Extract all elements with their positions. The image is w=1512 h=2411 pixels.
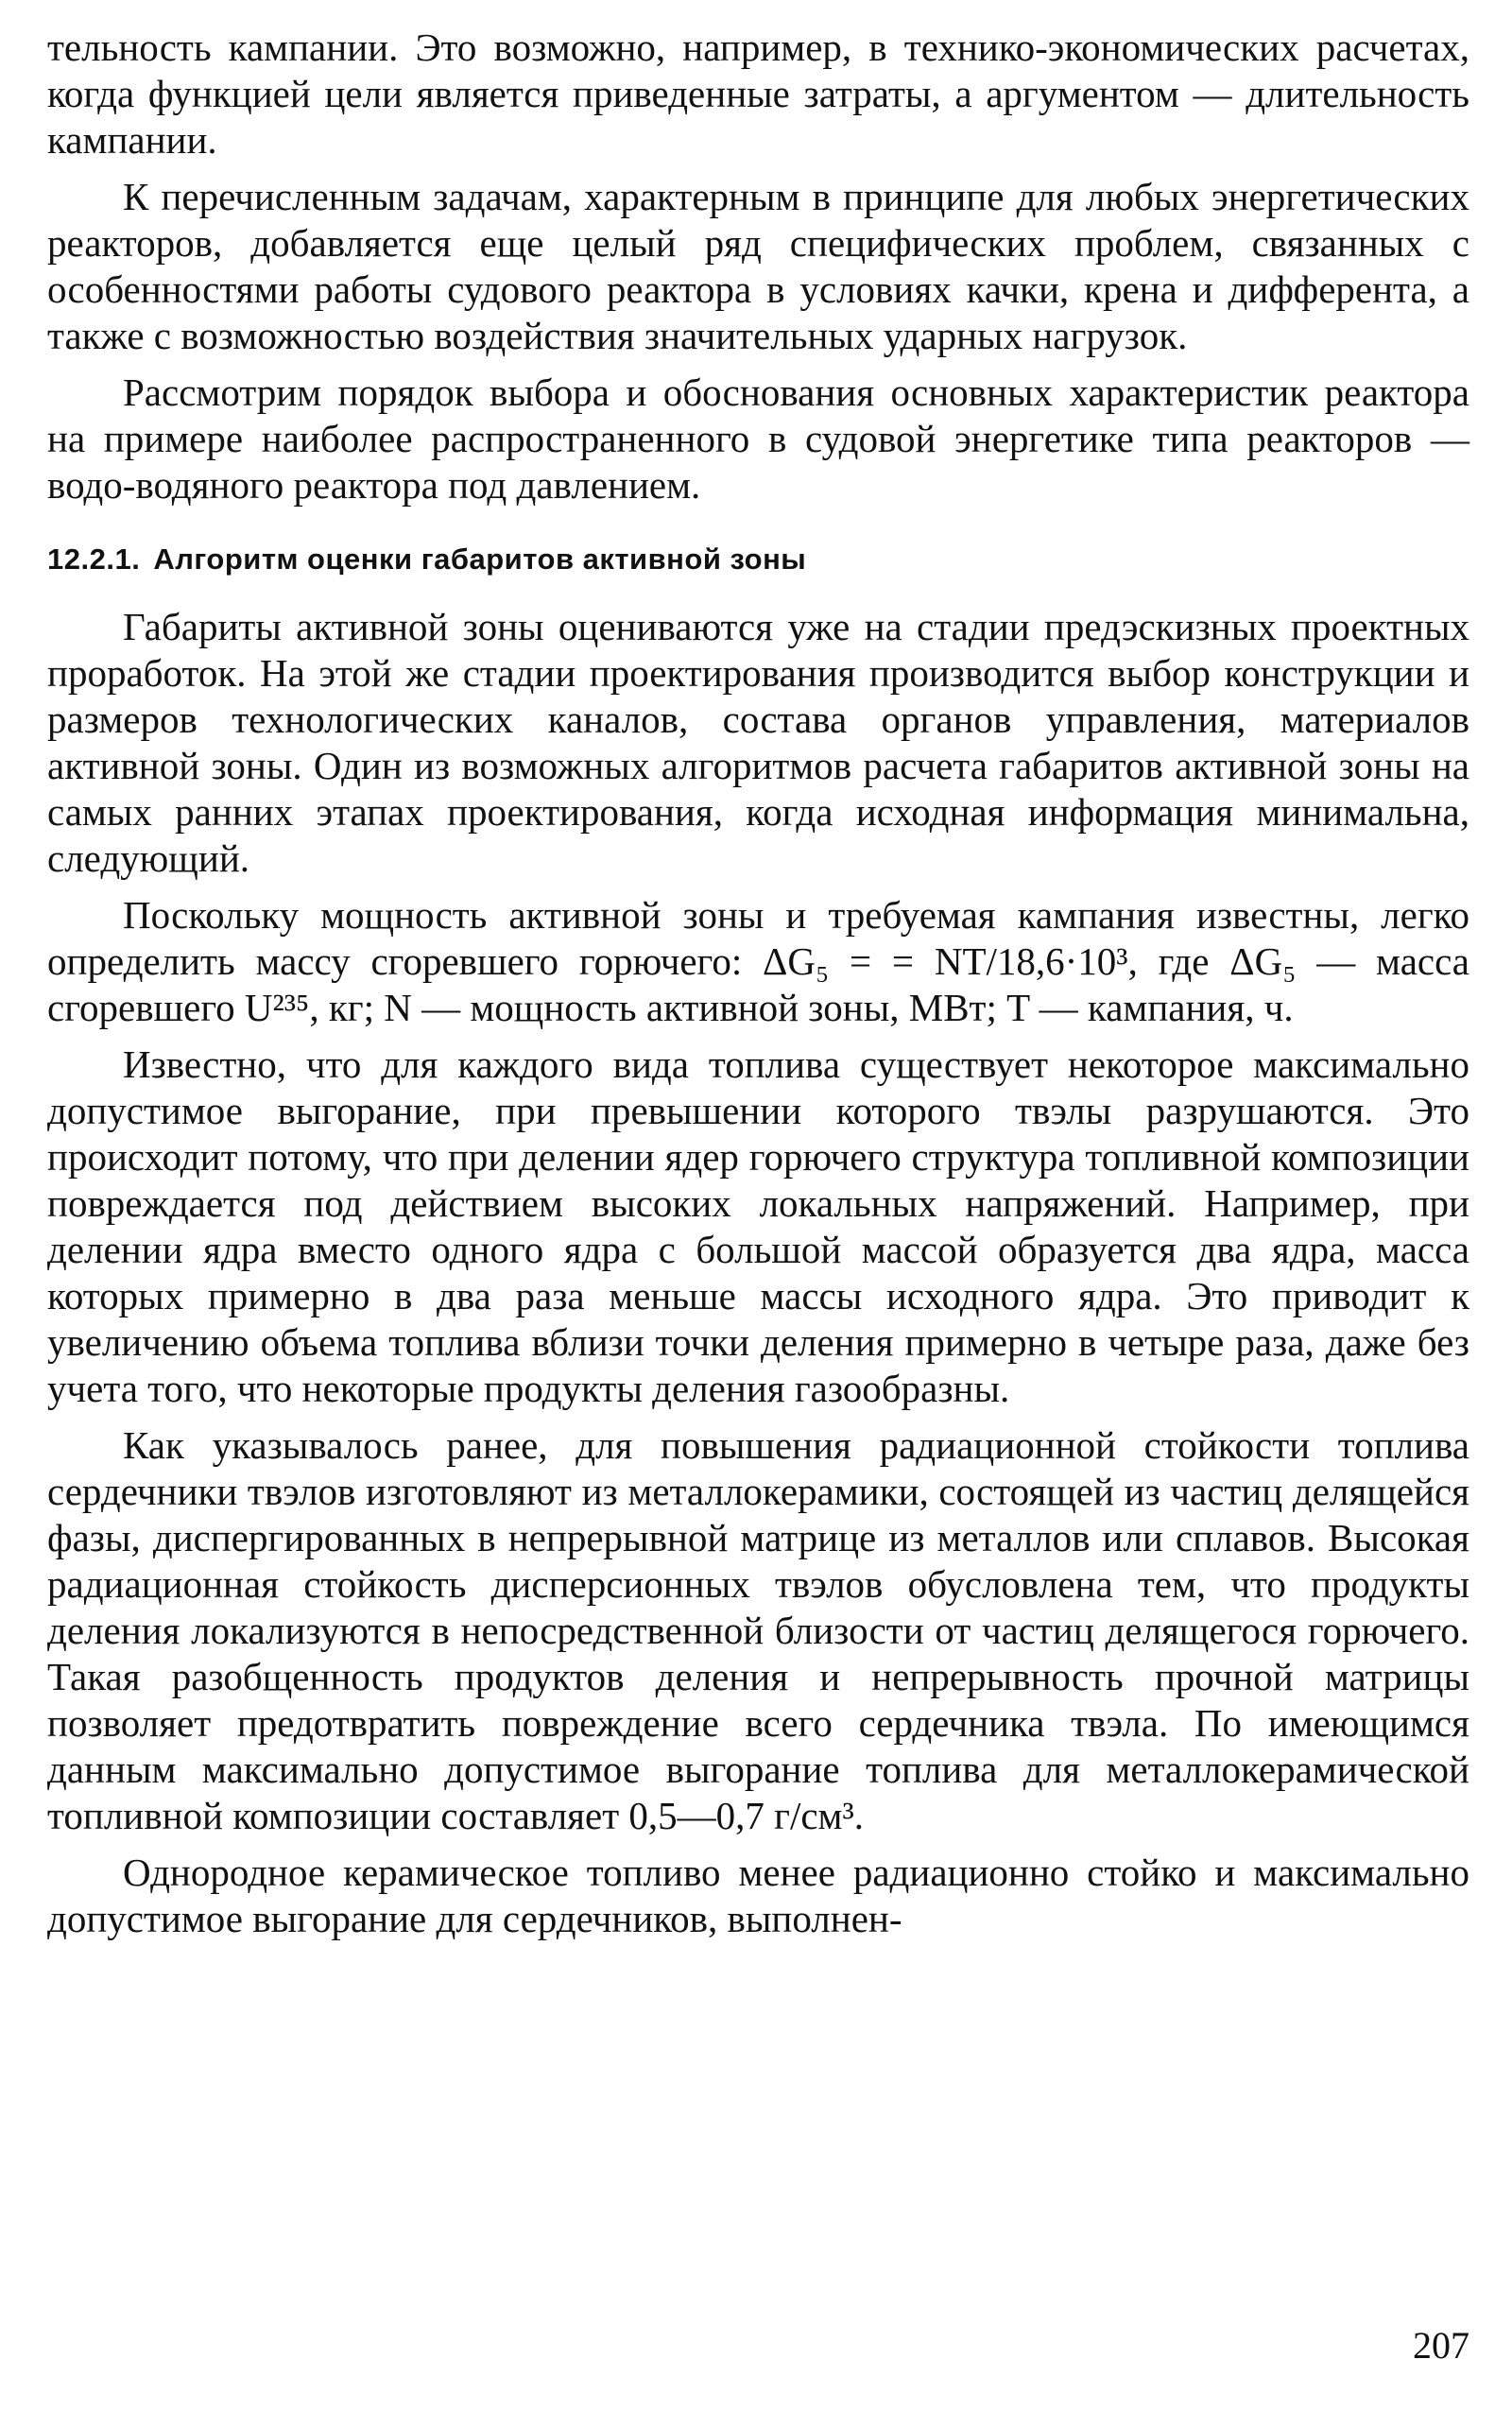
paragraph-2: К перечисленным задачам, характерным в принципе для любых энергетических реакторов, добавляется еще целый ряд специфических проблем, связанных с особенностями работы судового реактора в условиях качки, крена и дифферента, а также с возможностью воздействия значительных ударных нагрузок. [47, 175, 1469, 357]
paragraph-4: Габариты активной зоны оцениваются уже на стадии предэскизных проектных проработок. На этой же стадии проектирования производится выбор конструкции и размеров технологических каналов, состава органов управления, материалов активной зоны. Один из возможных алгоритмов расчета габаритов активной зоны на самых ранних этапах проектирования, когда исходная информация минимальна, следующий. [47, 605, 1469, 880]
page-number: 207 [1413, 2324, 1469, 2367]
section-heading [47, 541, 1469, 578]
paragraph-7: Как указывалось ранее, для повышения радиационной стойкости топлива сердечники твэлов изготовляют из металлокерамики, состоящей из частиц делящейся фазы, диспергированных в непрерывной матрице из металлов или сплавов. Высокая радиационная стойкость дисперсионных твэлов обусловлена тем, что продукты деления локализуются в непосредственной близости от частиц делящегося горючего. Такая разобщенность продуктов деления и непрерывность прочной матрицы позволяет предотвратить повреждение всего сердечника твэла. По имеющимся данным максимально допустимое выгорание топлива для металлокерамической топливной композиции составляет 0,5—0,7 г/см³. [47, 1423, 1469, 1837]
paragraph-6: Известно, что для каждого вида топлива существует некоторое максимально допустимое выгорание, при превышении которого твэлы разрушаются. Это происходит потому, что при делении ядер горючего структура топливной композиции повреждается под действием высоких локальных напряжений. Например, при делении ядра вместо одного ядра с большой массой образуется два ядра, масса которых примерно в два раза меньше массы исходного ядра. Это приводит к увеличению объема топлива вблизи точки деления примерно в четыре раза, даже без учета того, что некоторые продукты деления газообразны. [47, 1042, 1469, 1410]
section-title: Алгоритм оценки габаритов активной зоны [153, 542, 807, 576]
section-number: 12.2.1. [47, 542, 141, 576]
paragraph-3: Рассмотрим порядок выбора и обоснования основных характеристик реактора на примере наиболее распространенного в судовой энергетике типа реакторов — водо-водяного реактора под давлением. [47, 370, 1469, 507]
paragraph-5: Поскольку мощность активной зоны и требуемая кампания известны, легко определить массу сгоревшего горючего: ΔG₅ = = NT/18,6·10³, где ΔG₅ — масса сгоревшего U²³⁵, кг; N — мощность активной зоны, МВт; T — кампания, ч. [47, 893, 1469, 1029]
paragraph-8: Однородное керамическое топливо менее радиационно стойко и максимально допустимое выгорание для сердечников, выполнен- [47, 1851, 1469, 1940]
book-page [47, 25, 1469, 1953]
paragraph-1: тельность кампании. Это возможно, например, в технико-экономических расчетах, когда функцией цели является приведенные затраты, а аргументом — длительность кампании. [47, 26, 1469, 162]
